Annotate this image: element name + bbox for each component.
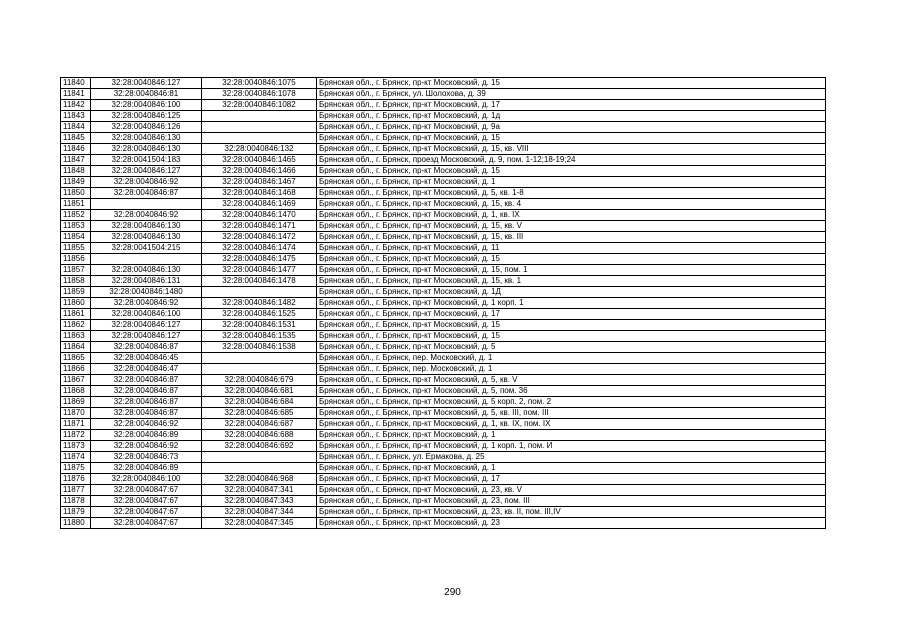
linked-cadastral-number-cell: 32:28:0040846:1472	[202, 232, 317, 243]
cadastral-number-cell: 32:28:0040846:87	[91, 375, 202, 386]
row-number-cell: 11878	[61, 496, 91, 507]
row-number-cell: 11873	[61, 441, 91, 452]
linked-cadastral-number-cell: 32:28:0040846:1078	[202, 89, 317, 100]
table-row	[61, 232, 826, 243]
row-number-cell: 11851	[61, 199, 91, 210]
address-cell: Брянская обл., г. Брянск, пр-кт Московский, д. 23	[317, 518, 826, 529]
row-number-cell: 11852	[61, 210, 91, 221]
linked-cadastral-number-cell: 32:28:0040846:1466	[202, 166, 317, 177]
cadastral-number-cell: 32:28:0040846:130	[91, 221, 202, 232]
row-number-cell: 11854	[61, 232, 91, 243]
linked-cadastral-number-cell: 32:28:0040846:1467	[202, 177, 317, 188]
linked-cadastral-number-cell: 32:28:0040847:341	[202, 485, 317, 496]
table-row	[61, 122, 826, 133]
linked-cadastral-number-cell: 32:28:0040847:343	[202, 496, 317, 507]
address-cell: Брянская обл., г. Брянск, пр-кт Московский, д. 5, кв. 1-8	[317, 188, 826, 199]
address-cell: Брянская обл., г. Брянск, пр-кт Московский, д. 5, кв. V	[317, 375, 826, 386]
address-cell: Брянская обл., г. Брянск, пр-кт Московский, д. 15	[317, 331, 826, 342]
linked-cadastral-number-cell	[202, 463, 317, 474]
cadastral-number-cell: 32:28:0040846:100	[91, 100, 202, 111]
address-cell: Брянская обл., г. Брянск, пр-кт Московский, д. 1, кв. IX, пом. IX	[317, 419, 826, 430]
row-number-cell: 11843	[61, 111, 91, 122]
linked-cadastral-number-cell: 32:28:0040846:1471	[202, 221, 317, 232]
cadastral-number-cell: 32:28:0040846:127	[91, 166, 202, 177]
table-body	[61, 78, 826, 529]
linked-cadastral-number-cell	[202, 364, 317, 375]
address-cell: Брянская обл., г. Брянск, пр-кт Московский, д. 17	[317, 100, 826, 111]
address-cell: Брянская обл., г. Брянск, ул. Шолохова, д. 39	[317, 89, 826, 100]
row-number-cell: 11875	[61, 463, 91, 474]
linked-cadastral-number-cell: 32:28:0040847:344	[202, 507, 317, 518]
table-row	[61, 507, 826, 518]
cadastral-number-cell: 32:28:0040846:130	[91, 265, 202, 276]
cadastral-number-cell: 32:28:0040846:92	[91, 177, 202, 188]
row-number-cell: 11847	[61, 155, 91, 166]
linked-cadastral-number-cell: 32:28:0040846:1082	[202, 100, 317, 111]
address-cell: Брянская обл., г. Брянск, пр-кт Московский, д. 15, кв. 4	[317, 199, 826, 210]
linked-cadastral-number-cell: 32:28:0040846:685	[202, 408, 317, 419]
linked-cadastral-number-cell: 32:28:0040846:1538	[202, 342, 317, 353]
row-number-cell: 11846	[61, 144, 91, 155]
table-row	[61, 375, 826, 386]
table-row	[61, 320, 826, 331]
address-cell: Брянская обл., г. Брянск, пр-кт Московский, д. 1, кв. IX	[317, 210, 826, 221]
address-cell: Брянская обл., г. Брянск, пр-кт Московский, д. 9а	[317, 122, 826, 133]
address-cell: Брянская обл., г. Брянск, пр-кт Московский, д. 1	[317, 177, 826, 188]
address-cell: Брянская обл., г. Брянск, пр-кт Московский, д. 15, кв. VIII	[317, 144, 826, 155]
address-cell: Брянская обл., г. Брянск, пр-кт Московский, д. 11	[317, 243, 826, 254]
table-row	[61, 408, 826, 419]
cadastral-number-cell: 32:28:0040846:87	[91, 386, 202, 397]
table-row	[61, 89, 826, 100]
row-number-cell: 11874	[61, 452, 91, 463]
table-row	[61, 287, 826, 298]
cadastral-number-cell: 32:28:0040846:87	[91, 408, 202, 419]
row-number-cell: 11858	[61, 276, 91, 287]
linked-cadastral-number-cell	[202, 452, 317, 463]
table-row	[61, 397, 826, 408]
cadastral-number-cell: 32:28:0040846:81	[91, 89, 202, 100]
address-cell: Брянская обл., г. Брянск, пр-кт Московский, д. 5 корп. 2, пом. 2	[317, 397, 826, 408]
cadastral-number-cell: 32:28:0040846:125	[91, 111, 202, 122]
row-number-cell: 11860	[61, 298, 91, 309]
address-cell: Брянская обл., г. Брянск, пр-кт Московский, д. 15	[317, 254, 826, 265]
cadastral-number-cell: 32:28:0040846:100	[91, 474, 202, 485]
table-row	[61, 452, 826, 463]
cadastral-number-cell: 32:28:0040846:92	[91, 298, 202, 309]
row-number-cell: 11872	[61, 430, 91, 441]
row-number-cell: 11848	[61, 166, 91, 177]
table-row	[61, 144, 826, 155]
address-cell: Брянская обл., г. Брянск, пр-кт Московский, д. 1	[317, 430, 826, 441]
cadastral-number-cell: 32:28:0040846:127	[91, 331, 202, 342]
address-cell: Брянская обл., г. Брянск, пр-кт Московский, д. 15, кв. III	[317, 232, 826, 243]
row-number-cell: 11840	[61, 78, 91, 89]
row-number-cell: 11855	[61, 243, 91, 254]
address-cell: Брянская обл., г. Брянск, ул. Ермакова, д. 25	[317, 452, 826, 463]
table-row	[61, 309, 826, 320]
linked-cadastral-number-cell: 32:28:0040846:1525	[202, 309, 317, 320]
table-row	[61, 364, 826, 375]
row-number-cell: 11867	[61, 375, 91, 386]
table-row	[61, 276, 826, 287]
table-row	[61, 100, 826, 111]
table-row	[61, 496, 826, 507]
table-row	[61, 342, 826, 353]
address-cell: Брянская обл., г. Брянск, пр-кт Московский, д. 17	[317, 474, 826, 485]
cadastral-table	[60, 77, 826, 529]
cadastral-number-cell: 32:28:0040847:67	[91, 507, 202, 518]
cadastral-number-cell: 32:28:0040846:92	[91, 441, 202, 452]
address-cell: Брянская обл., г. Брянск, пр-кт Московский, д. 15	[317, 320, 826, 331]
address-cell: Брянская обл., г. Брянск, пр-кт Московский, д. 17	[317, 309, 826, 320]
table-row	[61, 353, 826, 364]
row-number-cell: 11879	[61, 507, 91, 518]
table-row	[61, 243, 826, 254]
row-number-cell: 11856	[61, 254, 91, 265]
table-row	[61, 474, 826, 485]
table-row	[61, 441, 826, 452]
row-number-cell: 11862	[61, 320, 91, 331]
row-number-cell: 11865	[61, 353, 91, 364]
address-cell: Брянская обл., г. Брянск, пр-кт Московский, д. 5	[317, 342, 826, 353]
linked-cadastral-number-cell: 32:28:0040846:1478	[202, 276, 317, 287]
cadastral-number-cell: 32:28:0041504:183	[91, 155, 202, 166]
row-number-cell: 11868	[61, 386, 91, 397]
page-number: 290	[444, 587, 461, 598]
address-cell: Брянская обл., г. Брянск, пр-кт Московский, д. 15	[317, 166, 826, 177]
address-cell: Брянская обл., г. Брянск, пр-кт Московский, д. 5, кв. III, пом. III	[317, 408, 826, 419]
row-number-cell: 11866	[61, 364, 91, 375]
address-cell: Брянская обл., г. Брянск, пр-кт Московский, д. 1	[317, 463, 826, 474]
row-number-cell: 11870	[61, 408, 91, 419]
linked-cadastral-number-cell: 32:28:0040846:679	[202, 375, 317, 386]
table-row	[61, 254, 826, 265]
address-cell: Брянская обл., г. Брянск, пр-кт Московский, д. 23, кв. V	[317, 485, 826, 496]
row-number-cell: 11853	[61, 221, 91, 232]
row-number-cell: 11844	[61, 122, 91, 133]
table-row	[61, 188, 826, 199]
table-row	[61, 221, 826, 232]
cadastral-number-cell: 32:28:0040846:87	[91, 397, 202, 408]
row-number-cell: 11861	[61, 309, 91, 320]
address-cell: Брянская обл., г. Брянск, пр-кт Московский, д. 5, пом. 36	[317, 386, 826, 397]
linked-cadastral-number-cell: 32:28:0040846:681	[202, 386, 317, 397]
address-cell: Брянская обл., г. Брянск, пр-кт Московский, д. 1Д	[317, 287, 826, 298]
table-row	[61, 78, 826, 89]
cadastral-number-cell: 32:28:0040846:47	[91, 364, 202, 375]
linked-cadastral-number-cell: 32:28:0040846:1075	[202, 78, 317, 89]
cadastral-number-cell: 32:28:0040846:130	[91, 133, 202, 144]
linked-cadastral-number-cell: 32:28:0040846:1474	[202, 243, 317, 254]
cadastral-number-cell: 32:28:0040846:89	[91, 463, 202, 474]
table-row	[61, 265, 826, 276]
table-row	[61, 331, 826, 342]
table-row	[61, 430, 826, 441]
row-number-cell: 11841	[61, 89, 91, 100]
linked-cadastral-number-cell	[202, 122, 317, 133]
cadastral-number-cell: 32:28:0040846:45	[91, 353, 202, 364]
table-row	[61, 210, 826, 221]
linked-cadastral-number-cell: 32:28:0040846:1531	[202, 320, 317, 331]
table-row	[61, 485, 826, 496]
linked-cadastral-number-cell	[202, 353, 317, 364]
address-cell: Брянская обл., г. Брянск, пр-кт Московский, д. 1 корп. 1, пом. И	[317, 441, 826, 452]
table-row	[61, 111, 826, 122]
row-number-cell: 11857	[61, 265, 91, 276]
cadastral-number-cell: 32:28:0040847:67	[91, 518, 202, 529]
cadastral-number-cell: 32:28:0040846:1480	[91, 287, 202, 298]
linked-cadastral-number-cell: 32:28:0040846:1477	[202, 265, 317, 276]
cadastral-number-cell: 32:28:0040846:130	[91, 232, 202, 243]
cadastral-number-cell	[91, 199, 202, 210]
table-row	[61, 298, 826, 309]
row-number-cell: 11877	[61, 485, 91, 496]
linked-cadastral-number-cell: 32:28:0040847:345	[202, 518, 317, 529]
linked-cadastral-number-cell: 32:28:0040846:1465	[202, 155, 317, 166]
linked-cadastral-number-cell: 32:28:0040846:1470	[202, 210, 317, 221]
cadastral-number-cell: 32:28:0040846:100	[91, 309, 202, 320]
table-row	[61, 166, 826, 177]
row-number-cell: 11871	[61, 419, 91, 430]
address-cell: Брянская обл., г. Брянск, пер. Московский, д. 1	[317, 353, 826, 364]
cadastral-number-cell: 32:28:0040846:92	[91, 210, 202, 221]
row-number-cell: 11859	[61, 287, 91, 298]
table-row	[61, 177, 826, 188]
linked-cadastral-number-cell	[202, 133, 317, 144]
cadastral-number-cell: 32:28:0040846:127	[91, 320, 202, 331]
address-cell: Брянская обл., г. Брянск, проезд Московский, д. 9, пом. 1-12;18-19;24	[317, 155, 826, 166]
address-cell: Брянская обл., г. Брянск, пр-кт Московский, д. 15, кв. V	[317, 221, 826, 232]
row-number-cell: 11863	[61, 331, 91, 342]
linked-cadastral-number-cell: 32:28:0040846:684	[202, 397, 317, 408]
cadastral-number-cell: 32:28:0040846:127	[91, 78, 202, 89]
cadastral-number-cell: 32:28:0040846:131	[91, 276, 202, 287]
row-number-cell: 11849	[61, 177, 91, 188]
address-cell: Брянская обл., г. Брянск, пр-кт Московский, д. 23, пом. III	[317, 496, 826, 507]
cadastral-number-cell: 32:28:0040846:73	[91, 452, 202, 463]
cadastral-number-cell: 32:28:0040846:92	[91, 419, 202, 430]
cadastral-number-cell: 32:28:0041504:215	[91, 243, 202, 254]
row-number-cell: 11850	[61, 188, 91, 199]
row-number-cell: 11842	[61, 100, 91, 111]
cadastral-number-cell: 32:28:0040846:87	[91, 342, 202, 353]
table-row	[61, 133, 826, 144]
row-number-cell: 11880	[61, 518, 91, 529]
linked-cadastral-number-cell: 32:28:0040846:1482	[202, 298, 317, 309]
row-number-cell: 11876	[61, 474, 91, 485]
linked-cadastral-number-cell: 32:28:0040846:688	[202, 430, 317, 441]
cadastral-number-cell: 32:28:0040846:126	[91, 122, 202, 133]
table-row	[61, 419, 826, 430]
address-cell: Брянская обл., г. Брянск, пр-кт Московский, д. 15	[317, 133, 826, 144]
linked-cadastral-number-cell	[202, 287, 317, 298]
linked-cadastral-number-cell: 32:28:0040846:968	[202, 474, 317, 485]
row-number-cell: 11864	[61, 342, 91, 353]
linked-cadastral-number-cell: 32:28:0040846:1535	[202, 331, 317, 342]
cadastral-number-cell	[91, 254, 202, 265]
cadastral-number-cell: 32:28:0040846:87	[91, 188, 202, 199]
row-number-cell: 11869	[61, 397, 91, 408]
linked-cadastral-number-cell: 32:28:0040846:1469	[202, 199, 317, 210]
linked-cadastral-number-cell: 32:28:0040846:687	[202, 419, 317, 430]
row-number-cell: 11845	[61, 133, 91, 144]
table-row	[61, 199, 826, 210]
table-row	[61, 155, 826, 166]
address-cell: Брянская обл., г. Брянск, пер. Московский, д. 1	[317, 364, 826, 375]
address-cell: Брянская обл., г. Брянск, пр-кт Московский, д. 15, кв. 1	[317, 276, 826, 287]
table-row	[61, 386, 826, 397]
linked-cadastral-number-cell: 32:28:0040846:692	[202, 441, 317, 452]
linked-cadastral-number-cell: 32:28:0040846:1475	[202, 254, 317, 265]
address-cell: Брянская обл., г. Брянск, пр-кт Московский, д. 1д	[317, 111, 826, 122]
linked-cadastral-number-cell	[202, 111, 317, 122]
table-row	[61, 463, 826, 474]
table-row	[61, 518, 826, 529]
cadastral-number-cell: 32:28:0040846:89	[91, 430, 202, 441]
address-cell: Брянская обл., г. Брянск, пр-кт Московский, д. 23, кв. II, пом. III,IV	[317, 507, 826, 518]
cadastral-number-cell: 32:28:0040847:67	[91, 485, 202, 496]
linked-cadastral-number-cell: 32:28:0040846:132	[202, 144, 317, 155]
address-cell: Брянская обл., г. Брянск, пр-кт Московский, д. 1 корп. 1	[317, 298, 826, 309]
address-cell: Брянская обл., г. Брянск, пр-кт Московский, д. 15	[317, 78, 826, 89]
linked-cadastral-number-cell: 32:28:0040846:1468	[202, 188, 317, 199]
cadastral-number-cell: 32:28:0040846:130	[91, 144, 202, 155]
cadastral-number-cell: 32:28:0040847:67	[91, 496, 202, 507]
address-cell: Брянская обл., г. Брянск, пр-кт Московский, д. 15, пом. 1	[317, 265, 826, 276]
